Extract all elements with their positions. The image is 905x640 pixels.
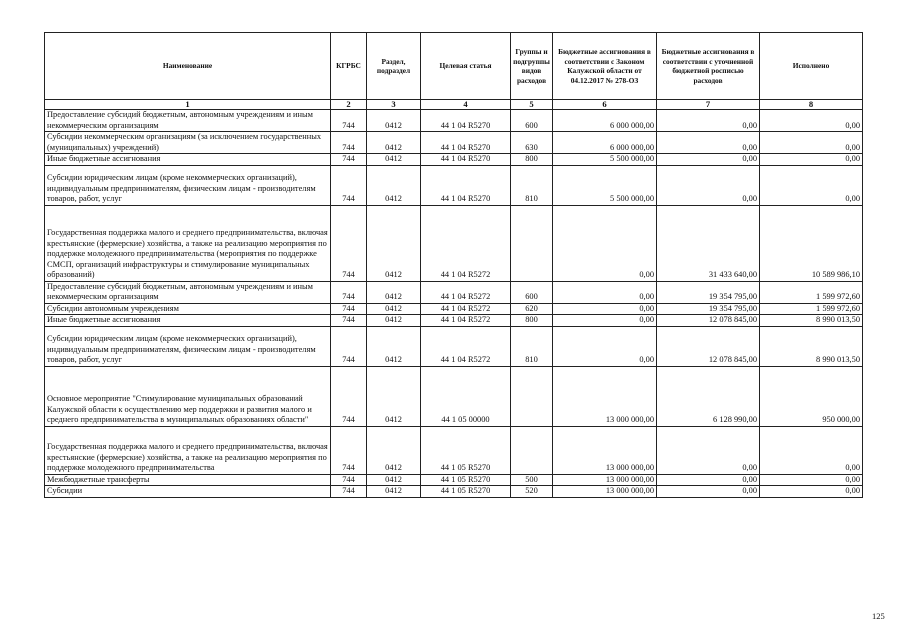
cell-kgrbs: 744	[331, 132, 367, 154]
column-number-row	[45, 100, 863, 110]
cell-kgrbs: 744	[331, 326, 367, 366]
cell-budget-law: 0,00	[553, 281, 657, 303]
cell-target: 44 1 05 R5270	[421, 426, 511, 474]
cell-target: 44 1 04 R5272	[421, 281, 511, 303]
header-name: Наименование	[45, 33, 331, 100]
cell-section: 0412	[367, 366, 421, 426]
table-row	[45, 315, 863, 327]
cell-name: Субсидии	[45, 486, 331, 498]
header-executed: Исполнено	[760, 33, 863, 100]
cell-budget-law: 0,00	[553, 326, 657, 366]
cell-target: 44 1 04 R5272	[421, 326, 511, 366]
cell-target: 44 1 04 R5270	[421, 132, 511, 154]
cell-name: Субсидии юридическим лицам (кроме некоммерческих организаций), индивидуальным предпринимателям, физическим лицам - производителям товаров, работ, услуг	[45, 165, 331, 205]
cell-section: 0412	[367, 165, 421, 205]
cell-group: 600	[511, 281, 553, 303]
cell-budget-law: 6 000 000,00	[553, 132, 657, 154]
column-number: 8	[760, 100, 863, 110]
cell-budget-refined: 0,00	[657, 426, 760, 474]
cell-target: 44 1 05 R5270	[421, 486, 511, 498]
cell-budget-refined: 19 354 795,00	[657, 281, 760, 303]
cell-kgrbs: 744	[331, 281, 367, 303]
table-row	[45, 281, 863, 303]
cell-kgrbs: 744	[331, 303, 367, 315]
cell-section: 0412	[367, 154, 421, 166]
cell-budget-refined: 0,00	[657, 132, 760, 154]
cell-budget-law: 0,00	[553, 205, 657, 281]
cell-executed: 0,00	[760, 110, 863, 132]
cell-group	[511, 426, 553, 474]
cell-kgrbs: 744	[331, 154, 367, 166]
cell-budget-law: 13 000 000,00	[553, 366, 657, 426]
cell-section: 0412	[367, 132, 421, 154]
cell-group: 800	[511, 315, 553, 327]
cell-name: Субсидии автономным учреждениям	[45, 303, 331, 315]
cell-executed: 0,00	[760, 474, 863, 486]
table-row	[45, 474, 863, 486]
cell-budget-law: 13 000 000,00	[553, 474, 657, 486]
cell-budget-law: 6 000 000,00	[553, 110, 657, 132]
table-row	[45, 205, 863, 281]
cell-executed: 8 990 013,50	[760, 315, 863, 327]
cell-name: Предоставление субсидий бюджетным, автономным учреждениям и иным некоммерческим организациям	[45, 110, 331, 132]
cell-name: Основное мероприятие "Стимулирование муниципальных образований Калужской области к осуществлению мер поддержки и развития малого и среднего предпринимательства в муниципальных образованиях области"	[45, 366, 331, 426]
table-row	[45, 426, 863, 474]
cell-section: 0412	[367, 474, 421, 486]
header-budget-law: Бюджетные ассигнования в соответствии с Законом Калужской области от 04.12.2017 № 278-ОЗ	[553, 33, 657, 100]
cell-group: 810	[511, 326, 553, 366]
cell-budget-refined: 19 354 795,00	[657, 303, 760, 315]
header-kgrbs: КГРБС	[331, 33, 367, 100]
cell-executed: 10 589 986,10	[760, 205, 863, 281]
cell-target: 44 1 04 R5270	[421, 165, 511, 205]
cell-budget-refined: 0,00	[657, 154, 760, 166]
cell-name: Иные бюджетные ассигнования	[45, 154, 331, 166]
cell-group	[511, 205, 553, 281]
cell-kgrbs: 744	[331, 165, 367, 205]
cell-budget-refined: 12 078 845,00	[657, 315, 760, 327]
cell-executed: 0,00	[760, 426, 863, 474]
cell-target: 44 1 04 R5272	[421, 315, 511, 327]
budget-table	[44, 32, 863, 498]
cell-executed: 0,00	[760, 486, 863, 498]
cell-budget-refined: 0,00	[657, 474, 760, 486]
cell-group: 520	[511, 486, 553, 498]
cell-executed: 0,00	[760, 154, 863, 166]
cell-kgrbs: 744	[331, 110, 367, 132]
cell-section: 0412	[367, 426, 421, 474]
table-row	[45, 303, 863, 315]
cell-budget-refined: 12 078 845,00	[657, 326, 760, 366]
cell-group	[511, 366, 553, 426]
table-row	[45, 486, 863, 498]
cell-kgrbs: 744	[331, 474, 367, 486]
cell-target: 44 1 05 R5270	[421, 474, 511, 486]
cell-budget-refined: 0,00	[657, 165, 760, 205]
column-number: 2	[331, 100, 367, 110]
cell-target: 44 1 04 R5272	[421, 205, 511, 281]
cell-target: 44 1 04 R5270	[421, 154, 511, 166]
page-number: 125	[872, 611, 885, 621]
cell-budget-law: 0,00	[553, 303, 657, 315]
cell-budget-law: 5 500 000,00	[553, 154, 657, 166]
cell-budget-refined: 31 433 640,00	[657, 205, 760, 281]
column-number: 6	[553, 100, 657, 110]
cell-kgrbs: 744	[331, 315, 367, 327]
cell-name: Иные бюджетные ассигнования	[45, 315, 331, 327]
column-number: 5	[511, 100, 553, 110]
cell-group: 800	[511, 154, 553, 166]
cell-budget-refined: 6 128 990,00	[657, 366, 760, 426]
table-row	[45, 110, 863, 132]
table-row	[45, 132, 863, 154]
cell-executed: 0,00	[760, 165, 863, 205]
cell-group: 500	[511, 474, 553, 486]
cell-name: Предоставление субсидий бюджетным, автономным учреждениям и иным некоммерческим организациям	[45, 281, 331, 303]
cell-target: 44 1 05 00000	[421, 366, 511, 426]
cell-section: 0412	[367, 205, 421, 281]
cell-name: Субсидии некоммерческим организациям (за исключением государственных (муниципальных) учреждений)	[45, 132, 331, 154]
cell-section: 0412	[367, 303, 421, 315]
cell-name: Государственная поддержка малого и среднего предпринимательства, включая крестьянские (фермерские) хозяйства, а также на реализацию мероприятия по поддержке молодежного предпринимательства	[45, 426, 331, 474]
cell-budget-law: 0,00	[553, 315, 657, 327]
cell-budget-refined: 0,00	[657, 486, 760, 498]
cell-budget-law: 13 000 000,00	[553, 486, 657, 498]
cell-budget-law: 5 500 000,00	[553, 165, 657, 205]
cell-group: 600	[511, 110, 553, 132]
table-row	[45, 165, 863, 205]
cell-section: 0412	[367, 486, 421, 498]
cell-executed: 0,00	[760, 132, 863, 154]
cell-target: 44 1 04 R5270	[421, 110, 511, 132]
cell-section: 0412	[367, 326, 421, 366]
cell-budget-refined: 0,00	[657, 110, 760, 132]
table-row	[45, 326, 863, 366]
table-header-row	[45, 33, 863, 100]
cell-target: 44 1 04 R5272	[421, 303, 511, 315]
table-row	[45, 154, 863, 166]
cell-name: Субсидии юридическим лицам (кроме некоммерческих организаций), индивидуальным предпринимателям, физическим лицам - производителям товаров, работ, услуг	[45, 326, 331, 366]
cell-executed: 1 599 972,60	[760, 281, 863, 303]
cell-group: 810	[511, 165, 553, 205]
cell-section: 0412	[367, 110, 421, 132]
cell-budget-law: 13 000 000,00	[553, 426, 657, 474]
cell-group: 630	[511, 132, 553, 154]
cell-group: 620	[511, 303, 553, 315]
cell-executed: 950 000,00	[760, 366, 863, 426]
cell-section: 0412	[367, 281, 421, 303]
cell-executed: 1 599 972,60	[760, 303, 863, 315]
cell-name: Межбюджетные трансферты	[45, 474, 331, 486]
cell-name: Государственная поддержка малого и среднего предпринимательства, включая крестьянские (фермерские) хозяйства, а также на реализацию мероприятия по поддержке молодежного предпринимательства (мероприятия по поддержке СМСП, организаций инфраструктуры и стимулирование муниципальных образований)	[45, 205, 331, 281]
column-number: 3	[367, 100, 421, 110]
cell-section: 0412	[367, 315, 421, 327]
cell-kgrbs: 744	[331, 486, 367, 498]
header-target: Целевая статья	[421, 33, 511, 100]
column-number: 1	[45, 100, 331, 110]
header-budget-refined: Бюджетные ассигнования в соответствии с уточненной бюджетной росписью расходов	[657, 33, 760, 100]
column-number: 4	[421, 100, 511, 110]
column-number: 7	[657, 100, 760, 110]
header-groups: Группы и подгруппы видов расходов	[511, 33, 553, 100]
cell-kgrbs: 744	[331, 205, 367, 281]
cell-kgrbs: 744	[331, 426, 367, 474]
header-section: Раздел, подраздел	[367, 33, 421, 100]
cell-kgrbs: 744	[331, 366, 367, 426]
cell-executed: 8 990 013,50	[760, 326, 863, 366]
table-row	[45, 366, 863, 426]
